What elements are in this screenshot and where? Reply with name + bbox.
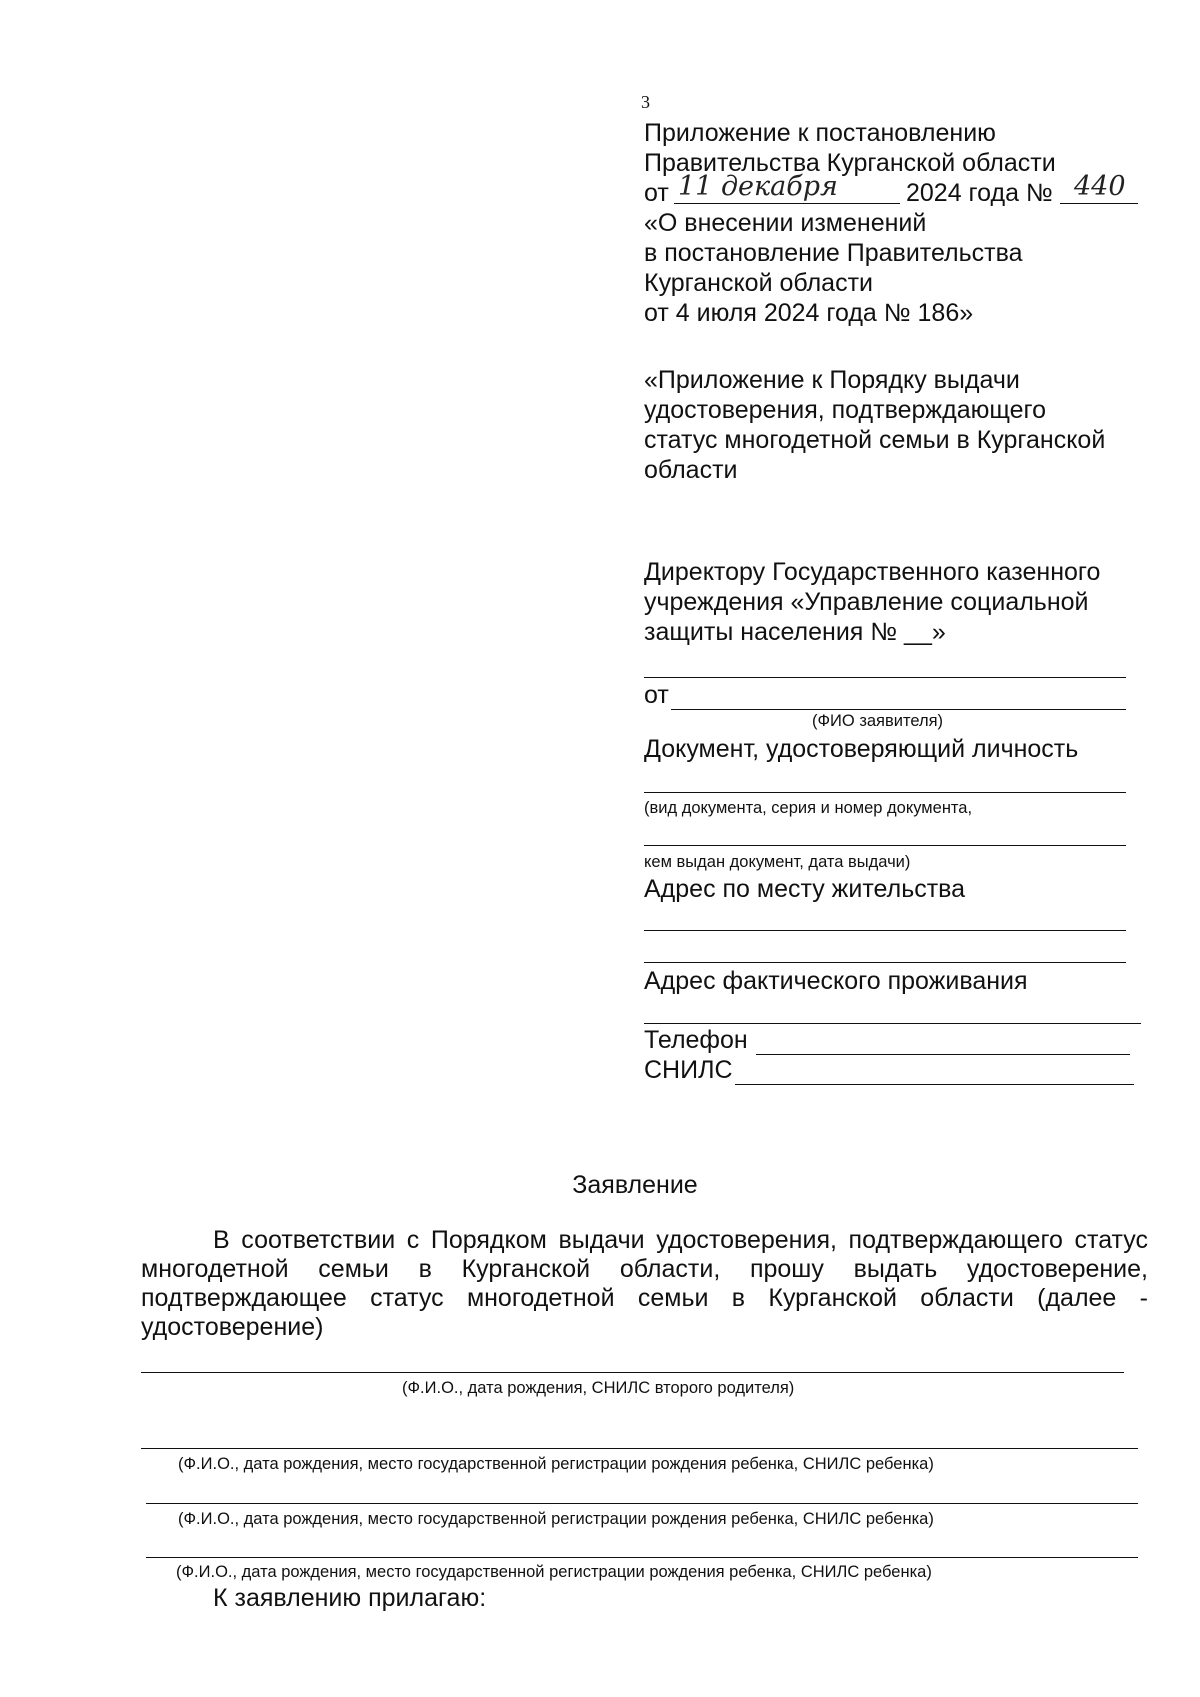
second-parent-input-line[interactable] — [141, 1372, 1124, 1373]
date-underline — [674, 203, 900, 204]
snils-field[interactable] — [644, 1055, 1134, 1085]
number-underline — [1060, 203, 1138, 204]
addressee-line-3: защиты населения № __» — [644, 618, 946, 646]
address-label: Адрес по месту жительства — [644, 875, 966, 903]
child-3-input-line[interactable] — [146, 1557, 1138, 1558]
attachments-label: К заявлению прилагаю: — [213, 1584, 487, 1612]
page-number: 3 — [641, 92, 650, 112]
child-2-input-line[interactable] — [146, 1503, 1138, 1504]
appendix-line-4: «О внесении изменений — [644, 209, 927, 237]
id-doc-caption-1: (вид документа, серия и номер документа, — [644, 799, 973, 817]
snils-label: СНИЛС — [644, 1056, 733, 1084]
appendix-line-7: от 4 июля 2024 года № 186» — [644, 299, 974, 327]
id-doc-label: Документ, удостоверяющий личность — [644, 735, 1079, 763]
appendix-line-1: Приложение к постановлению — [644, 119, 996, 147]
statement-body — [141, 1226, 1148, 1342]
addressee-blank-line[interactable] — [644, 677, 1126, 678]
child-1-caption: (Ф.И.О., дата рождения, место государственной регистрации рождения ребенка, СНИЛС ребенка) — [178, 1455, 934, 1473]
statement-body-text: В соответствии с Порядком выдачи удостоверения, подтверждающего статус многодетной семьи в Курганской области, прошу выдать удостоверение, подтверждающее статус многодетной семьи в Курганской области (далее - удостоверение) — [141, 1226, 1148, 1341]
phone-label: Телефон — [644, 1026, 748, 1054]
handwritten-number: 440 — [1074, 171, 1126, 202]
id-doc-input-line-2[interactable] — [644, 845, 1126, 846]
second-parent-caption: (Ф.И.О., дата рождения, СНИЛС второго родителя) — [402, 1379, 795, 1397]
child-2-caption: (Ф.И.О., дата рождения, место государственной регистрации рождения ребенка, СНИЛС ребенка) — [178, 1510, 934, 1528]
phone-field[interactable] — [644, 1025, 1130, 1055]
snils-input-line[interactable] — [735, 1062, 1134, 1085]
sub-appendix-line-4: области — [644, 456, 738, 484]
address-input-line-1[interactable] — [644, 930, 1126, 931]
address-input-line-2[interactable] — [644, 962, 1126, 963]
statement-title: Заявление — [572, 1171, 698, 1199]
child-3-caption: (Ф.И.О., дата рождения, место государственной регистрации рождения ребенка, СНИЛС ребенка) — [176, 1563, 932, 1581]
actual-address-label: Адрес фактического проживания — [644, 967, 1028, 995]
appendix-header — [644, 118, 1126, 328]
child-1-input-line[interactable] — [141, 1448, 1138, 1449]
date-prefix: от — [644, 179, 669, 207]
id-doc-input-line-1[interactable] — [644, 792, 1126, 793]
addressee-line-2: учреждения «Управление социальной — [644, 588, 1089, 616]
sub-appendix-line-3: статус многодетной семьи в Курганской — [644, 426, 1106, 454]
phone-input-line[interactable] — [756, 1032, 1130, 1055]
actual-address-input-line[interactable] — [644, 1023, 1141, 1024]
appendix-line-6: Курганской области — [644, 269, 874, 297]
sub-appendix — [644, 365, 1105, 485]
id-doc-caption-2: кем выдан документ, дата выдачи) — [644, 853, 911, 871]
handwritten-date: 11 декабря — [678, 171, 838, 202]
addressee — [644, 557, 1100, 647]
sub-appendix-line-2: удостоверения, подтверждающего — [644, 396, 1047, 424]
sub-appendix-line-1: «Приложение к Порядку выдачи — [644, 366, 1020, 394]
appendix-date-line — [644, 171, 1126, 208]
from-label: от — [644, 681, 669, 709]
applicant-from-field[interactable] — [644, 680, 1126, 710]
appendix-line-5: в постановление Правительства — [644, 239, 1023, 267]
fio-input-line[interactable] — [671, 687, 1126, 710]
appendix-line-2: Правительства Курганской области — [644, 149, 1056, 177]
fio-caption: (ФИО заявителя) — [812, 712, 944, 730]
year-text: 2024 года № — [906, 179, 1053, 207]
addressee-line-1: Директору Государственного казенного — [644, 558, 1101, 586]
